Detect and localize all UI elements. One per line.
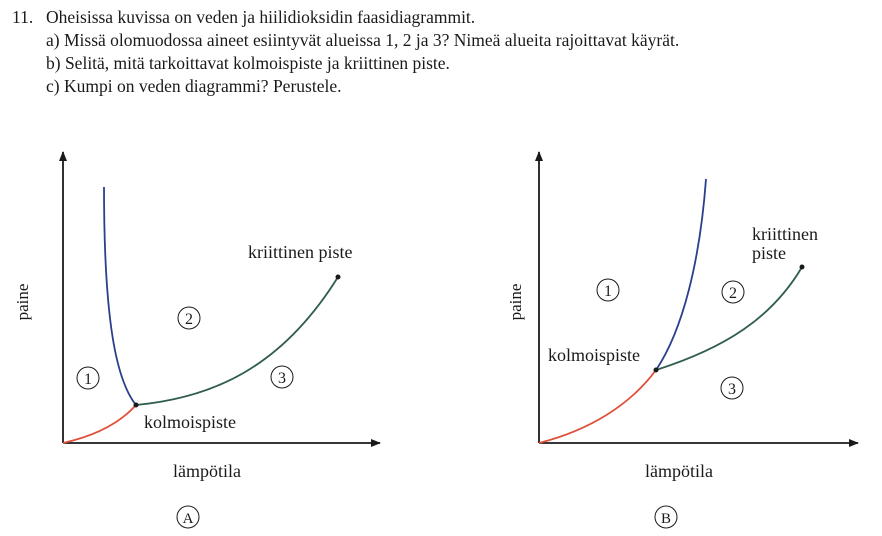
- diagram-b-x-label: lämpötila: [645, 461, 713, 481]
- diagram-b-letter: [655, 506, 677, 528]
- diagram-a-melting-curve: [104, 187, 136, 405]
- diagram-a-critical-point: [336, 275, 341, 280]
- diagram-b-critical-point: [800, 265, 805, 270]
- diagram-b-region-3: [721, 377, 743, 399]
- question-number: 11.: [12, 7, 34, 27]
- diagram-b: [506, 152, 858, 528]
- svg-text:2: 2: [185, 311, 193, 328]
- svg-text:3: 3: [278, 370, 286, 387]
- diagram-a-triple-label: kolmoispiste: [144, 412, 237, 432]
- diagram-a-region-2: [178, 307, 200, 329]
- question-part-b: b) Selitä, mitä tarkoittavat kolmoispiste ja kriittinen piste.: [46, 53, 450, 73]
- diagram-b-region-1: [597, 279, 619, 301]
- diagram-b-y-label: paine: [506, 283, 525, 321]
- svg-text:1: 1: [604, 283, 612, 300]
- diagram-a: [13, 152, 380, 528]
- diagram-b-critical-label-line1: kriittinen: [752, 224, 818, 244]
- diagram-b-region-2: [722, 281, 744, 303]
- diagram-a-y-label: paine: [13, 283, 32, 321]
- svg-text:A: A: [182, 511, 194, 527]
- diagram-b-triple-label: kolmoispiste: [548, 345, 641, 365]
- diagram-b-vaporization-curve: [656, 267, 802, 370]
- diagram-a-critical-label: kriittinen piste: [248, 242, 353, 262]
- diagram-b-sublimation-curve: [539, 370, 656, 443]
- diagram-a-sublimation-curve: [63, 405, 136, 443]
- question-part-c: c) Kumpi on veden diagrammi? Perustele.: [46, 76, 342, 96]
- diagram-a-triple-point: [134, 403, 139, 408]
- diagram-a-x-label: lämpötila: [173, 461, 241, 481]
- diagram-b-triple-point: [654, 368, 659, 373]
- diagram-a-letter: [177, 506, 199, 528]
- diagram-a-region-3: [271, 366, 293, 388]
- svg-text:1: 1: [84, 371, 92, 388]
- diagram-a-region-1: [77, 367, 99, 389]
- diagram-b-critical-label-line2: piste: [752, 243, 786, 263]
- diagram-b-melting-curve: [656, 179, 706, 370]
- svg-text:B: B: [660, 511, 672, 527]
- svg-text:2: 2: [729, 285, 737, 302]
- svg-text:3: 3: [728, 381, 736, 398]
- diagram-a-vaporization-curve: [136, 277, 338, 405]
- question-intro: Oheisissa kuvissa on veden ja hiilidioksidin faasidiagrammit.: [46, 7, 476, 27]
- question-part-a: a) Missä olomuodossa aineet esiintyvät alueissa 1, 2 ja 3? Nimeä alueita rajoittavat käyrät.: [46, 30, 680, 50]
